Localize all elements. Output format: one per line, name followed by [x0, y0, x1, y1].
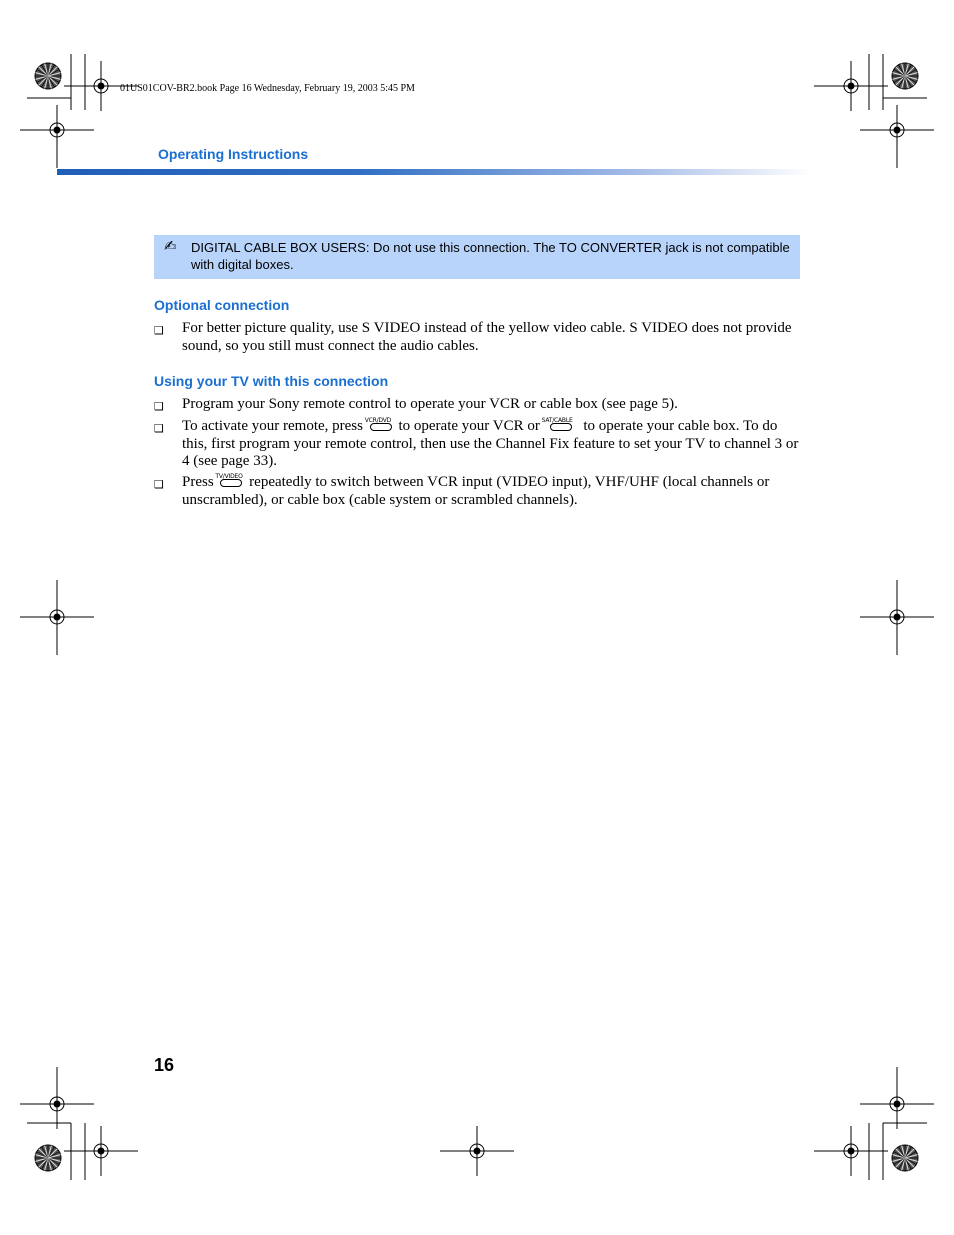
crosshair-mark	[20, 592, 94, 642]
starburst-mark	[892, 1145, 918, 1171]
crosshair-mark	[814, 1126, 888, 1176]
item2-text-c: to operate your cable box. To do this, first program your remote control, then use the Channel Fix feature to set your TV to channel 3 or 4 (see page 33).	[182, 418, 799, 469]
tv-video-button-icon	[217, 474, 245, 488]
optional-heading: Optional connection	[154, 297, 290, 313]
vcr-dvd-label: VCR/DVD	[364, 417, 392, 424]
page-number: 16	[154, 1055, 175, 1075]
crosshair-mark	[860, 592, 934, 642]
checkbox-bullet-icon: ❑	[154, 478, 164, 491]
using-item-3	[182, 474, 800, 509]
crosshair-mark	[860, 105, 934, 155]
using-item-1: Program your Sony remote control to operate your VCR or cable box (see page 5).	[182, 396, 678, 412]
section-title: Operating Instructions	[158, 146, 309, 162]
sat-cable-label: SAT/CABLE	[541, 417, 573, 424]
optional-item: For better picture quality, use S VIDEO instead of the yellow video cable. S VIDEO does not provide sound, so you still must connect the audio cables.	[182, 320, 792, 354]
crosshair-mark	[814, 61, 888, 111]
starburst-mark	[35, 63, 61, 89]
crosshair-mark	[440, 1126, 514, 1176]
crosshair-mark	[64, 1126, 138, 1176]
starburst-mark	[35, 1145, 61, 1171]
crosshair-mark	[860, 1079, 934, 1129]
item3-text-b: repeatedly to switch between VCR input (VIDEO input), VHF/UHF (local channels or unscrambled), or cable box (cable system or scrambled channels).	[182, 474, 770, 508]
item3-text-a: Press	[182, 474, 214, 490]
pencil-note-icon: ✍	[164, 237, 177, 255]
item2-text-b: to operate your VCR or	[398, 418, 540, 434]
header-rule	[57, 169, 812, 175]
crosshair-mark	[20, 105, 94, 155]
sat-cable-button-icon	[541, 417, 580, 432]
vcr-dvd-button-icon	[364, 417, 395, 432]
checkbox-bullet-icon: ❑	[154, 400, 164, 413]
note-text: DIGITAL CABLE BOX USERS: Do not use this connection. The TO CONVERTER jack is not compatible with digital boxes.	[191, 240, 790, 272]
using-item-2	[182, 418, 800, 471]
tv-video-label: TV/VIDEO	[215, 473, 243, 480]
checkbox-bullet-icon: ❑	[154, 324, 164, 337]
item2-text-a: To activate your remote, press	[182, 418, 363, 434]
crosshair-mark	[20, 1079, 94, 1129]
using-heading: Using your TV with this connection	[154, 373, 389, 389]
file-info: 01US01COV-BR2.book Page 16 Wednesday, February 19, 2003 5:45 PM	[120, 83, 415, 94]
checkbox-bullet-icon: ❑	[154, 422, 164, 435]
starburst-mark	[892, 63, 918, 89]
